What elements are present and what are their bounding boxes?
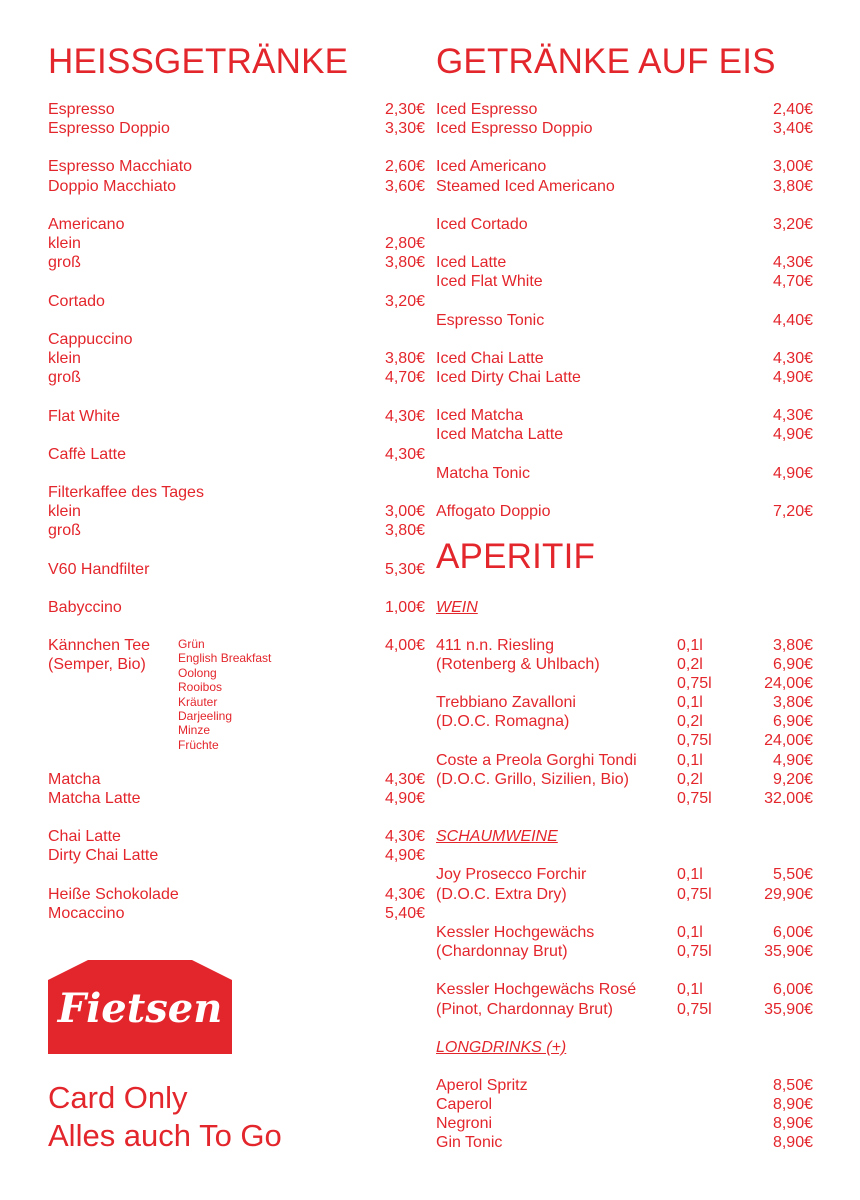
hot-drinks-title: HEISSGETRÄNKE (48, 42, 349, 81)
item-name: klein (48, 235, 81, 252)
item-price: 8,90€ (772, 1134, 813, 1151)
item-name: Kessler Hochgewächs Rosé (436, 981, 637, 998)
menu-row (48, 253, 425, 273)
menu-row (436, 885, 813, 905)
item-price: 4,30€ (384, 886, 425, 903)
menu-row (436, 923, 813, 943)
item-price: 4,30€ (384, 771, 425, 788)
menu-row (436, 272, 813, 292)
menu-row (436, 1114, 813, 1134)
item-price: 3,80€ (384, 254, 425, 271)
menu-row (436, 177, 813, 197)
item-price: 8,50€ (772, 1077, 813, 1094)
item-price: 6,00€ (772, 924, 813, 941)
item-price: 3,80€ (772, 637, 813, 654)
menu-row (436, 655, 813, 675)
menu-row (48, 407, 425, 427)
menu-row (48, 349, 425, 369)
item-name: (Chardonnay Brut) (436, 943, 568, 960)
item-name: 411 n.n. Riesling (436, 637, 554, 654)
item-price: 5,30€ (384, 561, 425, 578)
item-price: 4,30€ (384, 828, 425, 845)
item-name: Kännchen Tee (48, 637, 151, 654)
tea-variety: Früchte (178, 737, 219, 752)
menu-row (436, 980, 813, 1000)
item-name: Iced Flat White (436, 273, 543, 290)
item-name: klein (48, 503, 81, 520)
tea-variety: Rooibos (178, 680, 223, 695)
item-price: 4,30€ (384, 408, 425, 425)
item-name: Iced Matcha (436, 407, 524, 424)
menu-row (436, 770, 813, 790)
item-name: groß (48, 254, 81, 271)
item-name: Espresso Doppio (48, 120, 170, 137)
menu-row (48, 445, 425, 465)
item-name: Espresso Macchiato (48, 158, 193, 175)
tea-variety: Kräuter (178, 694, 218, 709)
item-price: 2,60€ (384, 158, 425, 175)
menu-row (48, 234, 425, 254)
menu-row (436, 1000, 813, 1020)
menu-row (48, 598, 425, 618)
item-price: 8,90€ (772, 1096, 813, 1113)
item-price: 5,40€ (384, 905, 425, 922)
item-price: 32,00€ (764, 790, 813, 807)
item-name: Caperol (436, 1096, 493, 1113)
item-price: 4,30€ (772, 254, 813, 271)
menu-row (48, 885, 425, 905)
item-name: Aperol Spritz (436, 1077, 528, 1094)
tea-variety: Darjeeling (178, 709, 233, 724)
menu-row (436, 674, 813, 694)
menu-row (48, 789, 425, 809)
longdrinks-subheading: LONGDRINKS (+) (436, 1039, 567, 1056)
item-price: 2,30€ (384, 101, 425, 118)
menu-row (436, 751, 813, 771)
item-price: 3,00€ (384, 503, 425, 520)
tea-variety: Grün (178, 637, 205, 651)
item-volume: 0,75l (677, 943, 712, 960)
menu-row (48, 330, 425, 350)
item-name: Americano (48, 216, 125, 233)
menu-row (436, 464, 813, 484)
menu-row (48, 560, 425, 580)
menu-row (436, 731, 813, 751)
item-name: (Semper, Bio) (48, 656, 146, 673)
item-price: 4,40€ (772, 312, 813, 329)
menu-row (436, 502, 813, 522)
menu-row (48, 827, 425, 847)
item-price: 5,50€ (772, 866, 813, 883)
menu-row (48, 157, 425, 177)
item-price: 4,70€ (384, 369, 425, 386)
item-price: 6,90€ (772, 656, 813, 673)
item-price: 24,00€ (764, 675, 813, 692)
item-price: 4,30€ (384, 446, 425, 463)
menu-row (48, 502, 425, 522)
item-volume: 0,2l (677, 771, 703, 788)
item-name: Iced Matcha Latte (436, 426, 564, 443)
item-name: (D.O.C. Romagna) (436, 713, 570, 730)
item-price: 3,20€ (772, 216, 813, 233)
item-price: 35,90€ (764, 943, 813, 960)
item-price: 3,80€ (384, 350, 425, 367)
item-name: Kessler Hochgewächs (436, 924, 595, 941)
menu-row (436, 942, 813, 962)
wine-subheading: WEIN (436, 599, 478, 616)
item-price: 4,90€ (772, 752, 813, 769)
item-name: Steamed Iced Americano (436, 178, 615, 195)
item-price: 4,00€ (384, 637, 425, 654)
menu-row (436, 1076, 813, 1096)
item-price: 3,80€ (772, 178, 813, 195)
item-volume: 0,75l (677, 790, 712, 807)
item-name: Iced Americano (436, 158, 547, 175)
menu-row (48, 770, 425, 790)
item-name: Cappuccino (48, 331, 133, 348)
iced-drinks-title: GETRÄNKE AUF EIS (436, 42, 776, 81)
item-volume: 0,1l (677, 924, 703, 941)
menu-row (436, 100, 813, 120)
item-name: Mocaccino (48, 905, 125, 922)
menu-row (436, 253, 813, 273)
tea-variety: English Breakfast (178, 651, 272, 666)
menu-row (436, 789, 813, 809)
item-price: 3,60€ (384, 178, 425, 195)
item-name: Coste a Preola Gorghi Tondi (436, 752, 637, 769)
menu-row (436, 1095, 813, 1115)
menu-row (436, 157, 813, 177)
item-volume: 0,2l (677, 656, 703, 673)
menu-row (436, 712, 813, 732)
item-name: (D.O.C. Extra Dry) (436, 886, 567, 903)
item-name: Matcha (48, 771, 101, 788)
menu-row (436, 865, 813, 885)
item-name: Babyccino (48, 599, 122, 616)
to-go-notice: Alles auch To Go (48, 1118, 282, 1153)
item-name: Iced Cortado (436, 216, 528, 233)
menu-row (436, 349, 813, 369)
item-name: Filterkaffee des Tages (48, 484, 204, 501)
item-name: Matcha Tonic (436, 465, 530, 482)
item-name: Chai Latte (48, 828, 121, 845)
aperitif-title: APERITIF (436, 537, 596, 576)
item-price: 3,20€ (384, 293, 425, 310)
item-volume: 0,1l (677, 752, 703, 769)
menu-row (48, 483, 425, 503)
menu-row (48, 904, 425, 924)
item-price: 4,30€ (772, 350, 813, 367)
fietsen-logo (48, 960, 232, 1054)
item-volume: 0,75l (677, 732, 712, 749)
item-name: Espresso (48, 101, 115, 118)
item-price: 3,30€ (384, 120, 425, 137)
menu-row (48, 215, 425, 235)
tea-variety: Oolong (178, 665, 217, 680)
menu-row (48, 119, 425, 139)
menu-row (48, 368, 425, 388)
menu-row (436, 119, 813, 139)
item-name: (D.O.C. Grillo, Sizilien, Bio) (436, 771, 629, 788)
item-name: Negroni (436, 1115, 493, 1132)
item-price: 24,00€ (764, 732, 813, 749)
item-price: 4,90€ (772, 426, 813, 443)
item-name: Heiße Schokolade (48, 886, 179, 903)
menu-row (436, 215, 813, 235)
item-price: 3,80€ (772, 694, 813, 711)
menu-row (48, 177, 425, 197)
item-price: 7,20€ (772, 503, 813, 520)
item-price: 6,00€ (772, 981, 813, 998)
item-price: 3,80€ (384, 522, 425, 539)
item-price: 3,40€ (772, 120, 813, 137)
item-price: 4,90€ (772, 369, 813, 386)
item-name: Doppio Macchiato (48, 178, 177, 195)
item-volume: 0,1l (677, 981, 703, 998)
item-name: groß (48, 522, 81, 539)
item-volume: 0,75l (677, 1001, 712, 1018)
item-price: 8,90€ (772, 1115, 813, 1132)
item-name: Iced Dirty Chai Latte (436, 369, 581, 386)
item-price: 3,00€ (772, 158, 813, 175)
logo-text: Fietsen (57, 985, 223, 1032)
menu-row (436, 693, 813, 713)
item-name: Cortado (48, 293, 105, 310)
sparkling-subheading: SCHAUMWEINE (436, 828, 558, 845)
menu-row (436, 425, 813, 445)
item-name: klein (48, 350, 81, 367)
item-name: groß (48, 369, 81, 386)
tea-variety: Minze (178, 723, 211, 738)
item-name: Espresso Tonic (436, 312, 545, 329)
item-name: Iced Latte (436, 254, 507, 271)
item-name: (Rotenberg & Uhlbach) (436, 656, 600, 673)
item-name: (Pinot, Chardonnay Brut) (436, 1001, 613, 1018)
item-name: V60 Handfilter (48, 561, 150, 578)
item-name: Caffè Latte (48, 446, 126, 463)
tea-varieties-list (178, 637, 271, 752)
item-name: Matcha Latte (48, 790, 141, 807)
item-price: 9,20€ (772, 771, 813, 788)
menu-row (48, 521, 425, 541)
item-name: Affogato Doppio (436, 503, 551, 520)
item-name: Flat White (48, 408, 121, 425)
item-price: 4,90€ (384, 847, 425, 864)
menu-row (48, 292, 425, 312)
item-name: Joy Prosecco Forchir (436, 866, 587, 883)
menu-row (436, 636, 813, 656)
item-price: 2,40€ (772, 101, 813, 118)
item-volume: 0,1l (677, 694, 703, 711)
card-only-notice: Card Only (48, 1080, 188, 1115)
item-price: 4,90€ (772, 465, 813, 482)
menu-row (48, 100, 425, 120)
item-price: 6,90€ (772, 713, 813, 730)
menu-row (436, 1133, 813, 1153)
menu-row (436, 368, 813, 388)
item-name: Iced Espresso (436, 101, 538, 118)
item-volume: 0,1l (677, 637, 703, 654)
item-volume: 0,2l (677, 713, 703, 730)
menu-row (436, 406, 813, 426)
item-volume: 0,1l (677, 866, 703, 883)
item-price: 1,00€ (384, 599, 425, 616)
menu-row (48, 846, 425, 866)
item-price: 35,90€ (764, 1001, 813, 1018)
item-price: 4,70€ (772, 273, 813, 290)
item-name: Trebbiano Zavalloni (436, 694, 576, 711)
item-price: 2,80€ (384, 235, 425, 252)
menu-row (436, 311, 813, 331)
item-volume: 0,75l (677, 675, 712, 692)
item-name: Dirty Chai Latte (48, 847, 159, 864)
item-price: 4,30€ (772, 407, 813, 424)
item-price: 4,90€ (384, 790, 425, 807)
item-price: 29,90€ (764, 886, 813, 903)
item-volume: 0,75l (677, 886, 712, 903)
item-name: Iced Chai Latte (436, 350, 544, 367)
item-name: Iced Espresso Doppio (436, 120, 593, 137)
item-name: Gin Tonic (436, 1134, 503, 1151)
